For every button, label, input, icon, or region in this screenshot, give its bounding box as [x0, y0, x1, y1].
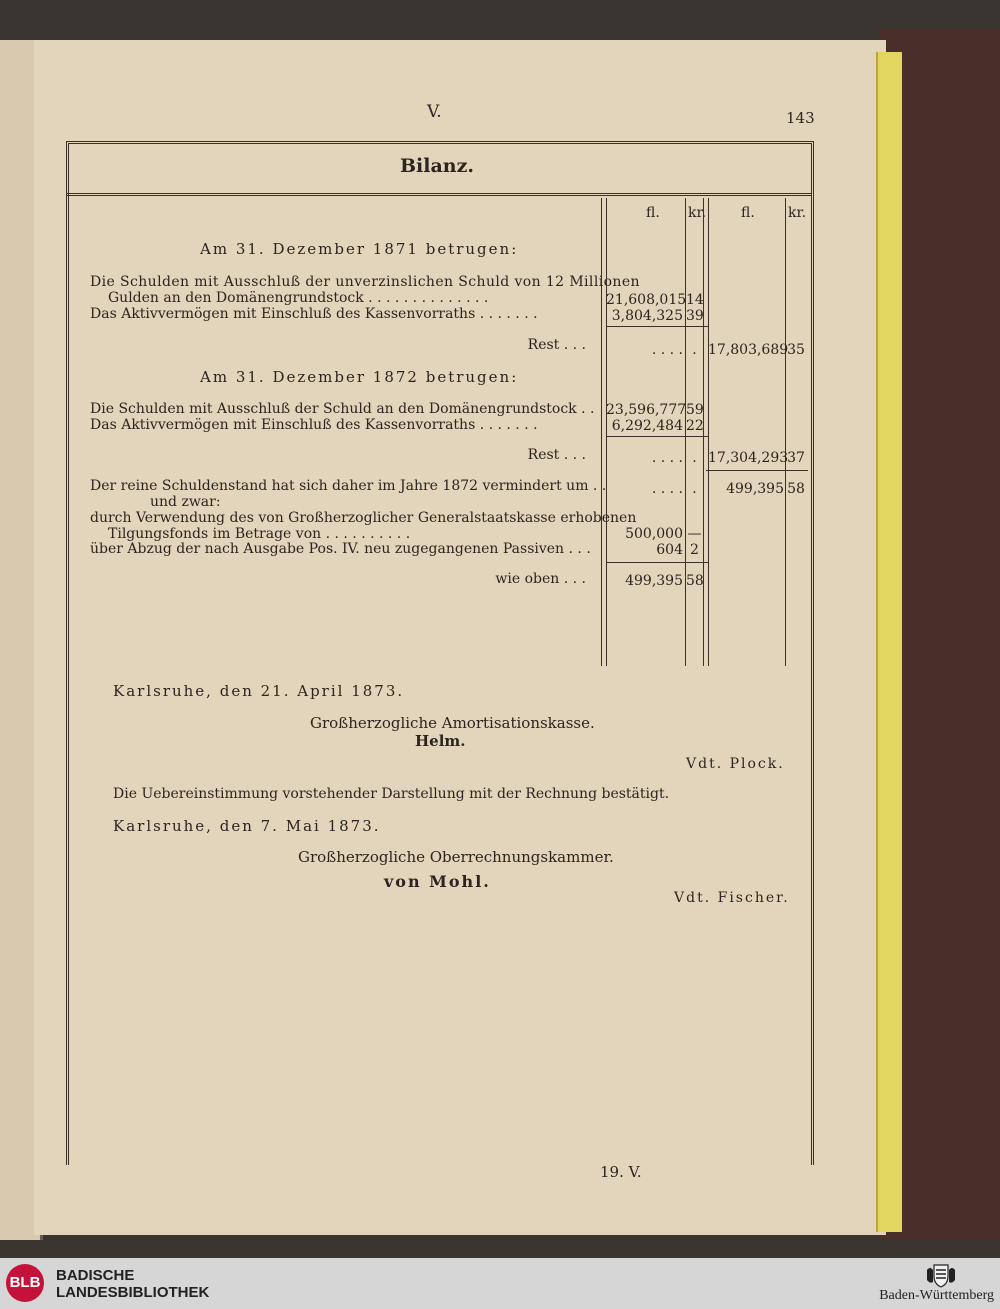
table-title: Bilanz.	[399, 155, 475, 177]
row-label: Rest . . .	[527, 447, 586, 463]
confirmation-text: Die Uebereinstimmung vorstehender Darstellung mit der Rechnung bestätigt.	[113, 786, 670, 802]
vidit-2: Vdt. Fischer.	[674, 890, 790, 906]
row-label: und zwar:	[150, 494, 221, 510]
row-label: Der reine Schuldenstand hat sich daher im Jahre 1872 vermindert um . .	[90, 478, 607, 494]
state-name: Baden-Württemberg	[879, 1288, 994, 1303]
library-name-line2: LANDESBIBLIOTHEK	[56, 1284, 210, 1301]
sum-rule	[606, 326, 708, 327]
cell-fl: . . . .	[651, 342, 683, 358]
cell-kr: 2	[690, 542, 699, 558]
col-header-kr-2: kr.	[788, 205, 807, 221]
sum-rule	[606, 436, 708, 437]
cell-fl: 604	[656, 542, 683, 558]
cell-fl-total: 499,395	[726, 481, 784, 497]
cell-fl: . . . .	[651, 481, 683, 497]
authority-2: Großherzogliche Oberrechnungskammer.	[298, 848, 614, 866]
page-number: 143	[786, 109, 815, 127]
column-rule	[785, 198, 786, 666]
blb-logo: BLB	[6, 1264, 44, 1302]
column-rule	[708, 198, 709, 666]
cell-fl: . . . .	[651, 450, 683, 466]
cell-kr-total: 58	[787, 481, 805, 497]
row-label: Die Schulden mit Ausschluß der unverzinslichen Schuld von 12 Millionen	[90, 274, 640, 290]
cell-fl: 23,596,777	[606, 402, 687, 418]
place-date-1: Karlsruhe, den 21. April 1873.	[113, 682, 405, 700]
cell-fl: 21,608,015	[606, 292, 687, 308]
sum-rule	[606, 562, 708, 563]
row-label: Das Aktivvermögen mit Einschluß des Kassenvorraths . . . . . . .	[90, 306, 538, 322]
row-label: Die Schulden mit Ausschluß der Schuld an den Domänengrundstock . .	[90, 401, 595, 417]
col-header-fl-1: fl.	[646, 205, 660, 221]
signature-2: von Mohl.	[384, 872, 491, 891]
cell-kr: .	[692, 450, 697, 466]
coat-of-arms-icon	[924, 1262, 958, 1288]
row-label: Tilgungsfonds im Betrage von . . . . . . . . . .	[108, 526, 411, 542]
cell-kr: .	[692, 481, 697, 497]
section-header: V.	[427, 102, 442, 122]
row-label: Gulden an den Domänengrundstock . . . . . . . . . . . . . .	[108, 290, 489, 306]
cell-kr: 58	[686, 573, 704, 589]
cell-fl: 500,000	[625, 526, 683, 542]
authority-1: Großherzogliche Amortisationskasse.	[310, 714, 595, 732]
row-label: Das Aktivvermögen mit Einschluß des Kassenvorraths . . . . . . .	[90, 417, 538, 433]
title-rule	[66, 193, 811, 196]
cell-kr: 14	[686, 292, 704, 308]
section-heading-1872: Am 31. Dezember 1872 betrugen:	[200, 368, 519, 386]
signature-mark: 19. V.	[600, 1163, 642, 1181]
cell-fl: 499,395	[625, 573, 683, 589]
cell-kr: .	[692, 342, 697, 358]
row-label: wie oben . . .	[495, 571, 586, 587]
sum-rule	[706, 470, 808, 471]
row-label: durch Verwendung des von Großherzoglicher Generalstaatskasse erhobenen	[90, 510, 637, 526]
cell-fl-total: 17,304,293	[708, 450, 789, 466]
cell-kr-total: 37	[787, 450, 805, 466]
page-edge-stack	[876, 52, 902, 1232]
cell-kr: 59	[686, 402, 704, 418]
library-footer-bar	[0, 1258, 1000, 1309]
library-name	[56, 1267, 209, 1301]
cell-fl: 6,292,484	[611, 418, 683, 434]
column-rule	[601, 198, 602, 666]
cell-kr: —	[687, 526, 702, 542]
library-name-line1: BADISCHE	[56, 1267, 135, 1284]
cell-fl: 3,804,325	[611, 308, 683, 324]
col-header-kr-1: kr.	[688, 205, 707, 221]
col-header-fl-2: fl.	[741, 205, 755, 221]
cell-kr: 22	[686, 418, 704, 434]
cell-fl-total: 17,803,689	[708, 342, 789, 358]
signature-1: Helm.	[415, 732, 466, 750]
cell-kr: 39	[686, 308, 704, 324]
section-heading-1871: Am 31. Dezember 1871 betrugen:	[200, 240, 519, 258]
vidit-1: Vdt. Plock.	[686, 756, 785, 772]
row-label: Rest . . .	[527, 337, 586, 353]
place-date-2: Karlsruhe, den 7. Mai 1873.	[113, 817, 381, 835]
cell-kr-total: 35	[787, 342, 805, 358]
row-label: über Abzug der nach Ausgabe Pos. IV. neu zugegangenen Passiven . . .	[90, 541, 591, 557]
